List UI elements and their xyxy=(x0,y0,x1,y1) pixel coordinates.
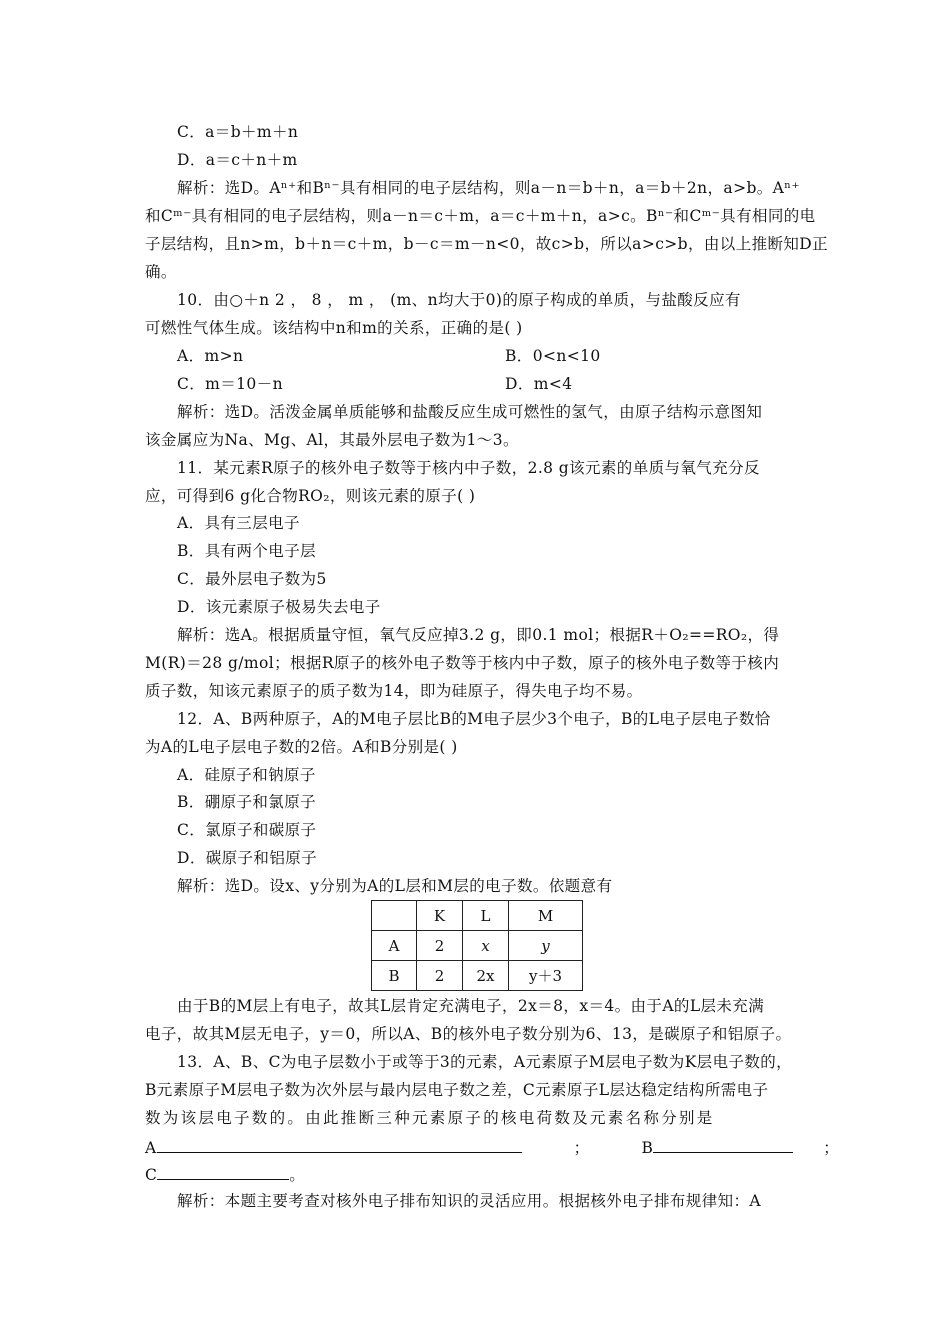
answer-blank-b[interactable] xyxy=(653,1136,793,1153)
analysis-q12-line3: 电子，故其M层无电子，y＝0，所以A、B的核外电子数分别为6、13，是碳原子和铝原子。 xyxy=(145,1025,792,1043)
option-d-q9: D．a＝c＋n＋m xyxy=(177,151,298,169)
electron-shell-table xyxy=(371,900,583,991)
option-c-q11: C．最外层电子数为5 xyxy=(177,570,327,588)
answer-blank-a[interactable] xyxy=(157,1136,522,1153)
table-cell: y＋3 xyxy=(509,961,583,991)
option-b-q10: B．0<n<10 xyxy=(505,347,601,365)
separator: ； xyxy=(823,1139,840,1157)
question-10-line1: 10．由○＋n 2 ， 8 ， m ， (m、n均大于0)的原子构成的单质，与盐酸反应有 xyxy=(177,291,741,309)
table-header-cell: L xyxy=(463,901,509,931)
table-header-row xyxy=(372,901,583,931)
separator: ； xyxy=(573,1139,590,1157)
option-a-q12: A．硅原子和钠原子 xyxy=(177,766,316,784)
analysis-q12-line1: 解析：选D。设x、y分别为A的L层和M层的电子数。依题意有 xyxy=(177,877,613,895)
analysis-q9-line1: 解析：选D。Aⁿ⁺和Bⁿ⁻具有相同的电子层结构，则a－n＝b＋n，a＝b＋2n，a>b。Aⁿ⁺ xyxy=(177,179,800,197)
question-10-line2: 可燃性气体生成。该结构中n和m的关系，正确的是( ) xyxy=(145,319,523,337)
analysis-q11-line1: 解析：选A。根据质量守恒，氧气反应掉3.2 g，即0.1 mol；根据R＋O₂==RO₂，得 xyxy=(177,626,780,644)
table-header-cell: K xyxy=(417,901,463,931)
table-cell: B xyxy=(372,961,417,991)
analysis-q12-line2: 由于B的M层上有电子，故其L层肯定充满电子，2x＝8，x＝4。由于A的L层未充满 xyxy=(177,997,765,1015)
answer-blank-c[interactable] xyxy=(157,1163,289,1180)
option-b-q12: B．硼原子和氯原子 xyxy=(177,793,316,811)
table-cell: y xyxy=(509,931,583,961)
analysis-q11-line3: 质子数，知该元素原子的质子数为14，即为硅原子，得失电子均不易。 xyxy=(145,682,643,700)
question-11-line1: 11．某元素R原子的核外电子数等于核内中子数，2.8 g该元素的单质与氧气充分反 xyxy=(177,459,760,477)
option-a-q10: A．m>n xyxy=(177,347,244,365)
question-13-line2: B元素原子M层电子数为次外层与最内层电子数之差，C元素原子L层达稳定结构所需电子 xyxy=(145,1081,769,1099)
table-cell: 2 xyxy=(417,961,463,991)
table-cell: A xyxy=(372,931,417,961)
analysis-q9-line4: 确。 xyxy=(145,263,177,281)
table-cell: 2x xyxy=(463,961,509,991)
question-12-line1: 12．A、B两种原子，A的M电子层比B的M电子层少3个电子，B的L电子层电子数恰 xyxy=(177,710,771,728)
analysis-q13-line1: 解析：本题主要考查对核外电子排布知识的灵活应用。根据核外电子排布规律知：A xyxy=(177,1192,761,1210)
analysis-q9-line3: 子层结构，且n>m，b＋n＝c＋m，b－c＝m－n<0，故c>b，所以a>c>b，由以上推断知D正 xyxy=(145,235,829,253)
option-a-q11: A．具有三层电子 xyxy=(177,514,300,532)
analysis-q11-line2: M(R)＝28 g/mol；根据R原子的核外电子数等于核内中子数，原子的核外电子数等于核内 xyxy=(145,654,780,672)
analysis-q9-line2: 和Cᵐ⁻具有相同的电子层结构，则a－n＝c＋m，a＝c＋m＋n，a>c。Bⁿ⁻和Cᵐ⁻具有相同的电 xyxy=(145,207,816,225)
question-12-line2: 为A的L电子层电子数的2倍。A和B分别是( ) xyxy=(145,738,458,756)
answer-label-a: A xyxy=(145,1139,157,1157)
analysis-q10-line2: 该金属应为Na、Mg、Al，其最外层电子数为1～3。 xyxy=(145,431,519,449)
period: 。 xyxy=(289,1166,306,1184)
option-c-q12: C．氯原子和碳原子 xyxy=(177,821,317,839)
table-header-cell: M xyxy=(509,901,583,931)
question-11-line2: 应，可得到6 g化合物RO₂，则该元素的原子( ) xyxy=(145,487,476,505)
table-row xyxy=(372,931,583,961)
question-13-line3: 数为该层电子数的。由此推断三种元素原子的核电荷数及元素名称分别是 xyxy=(145,1109,715,1127)
table-cell: 2 xyxy=(417,931,463,961)
option-d-q10: D．m<4 xyxy=(505,375,573,393)
question-13-line1: 13．A、B、C为电子层数小于或等于3的元素，A元素原子M层电子数为K层电子数的， xyxy=(177,1053,793,1071)
option-b-q11: B．具有两个电子层 xyxy=(177,542,316,560)
analysis-q10-line1: 解析：选D。活泼金属单质能够和盐酸反应生成可燃性的氢气，由原子结构示意图知 xyxy=(177,403,763,421)
table-row xyxy=(372,961,583,991)
option-c-q9: C．a＝b＋m＋n xyxy=(177,123,299,141)
answer-label-b: B xyxy=(641,1139,654,1157)
answer-blank-line-c xyxy=(145,1163,305,1185)
option-c-q10: C．m＝10－n xyxy=(177,375,283,393)
option-d-q12: D．碳原子和铝原子 xyxy=(177,849,318,867)
table-header-cell xyxy=(372,901,417,931)
option-d-q11: D．该元素原子极易失去电子 xyxy=(177,598,381,616)
answer-label-c: C xyxy=(145,1166,158,1184)
answer-blank-line-ab xyxy=(145,1136,839,1158)
table-cell: x xyxy=(463,931,509,961)
